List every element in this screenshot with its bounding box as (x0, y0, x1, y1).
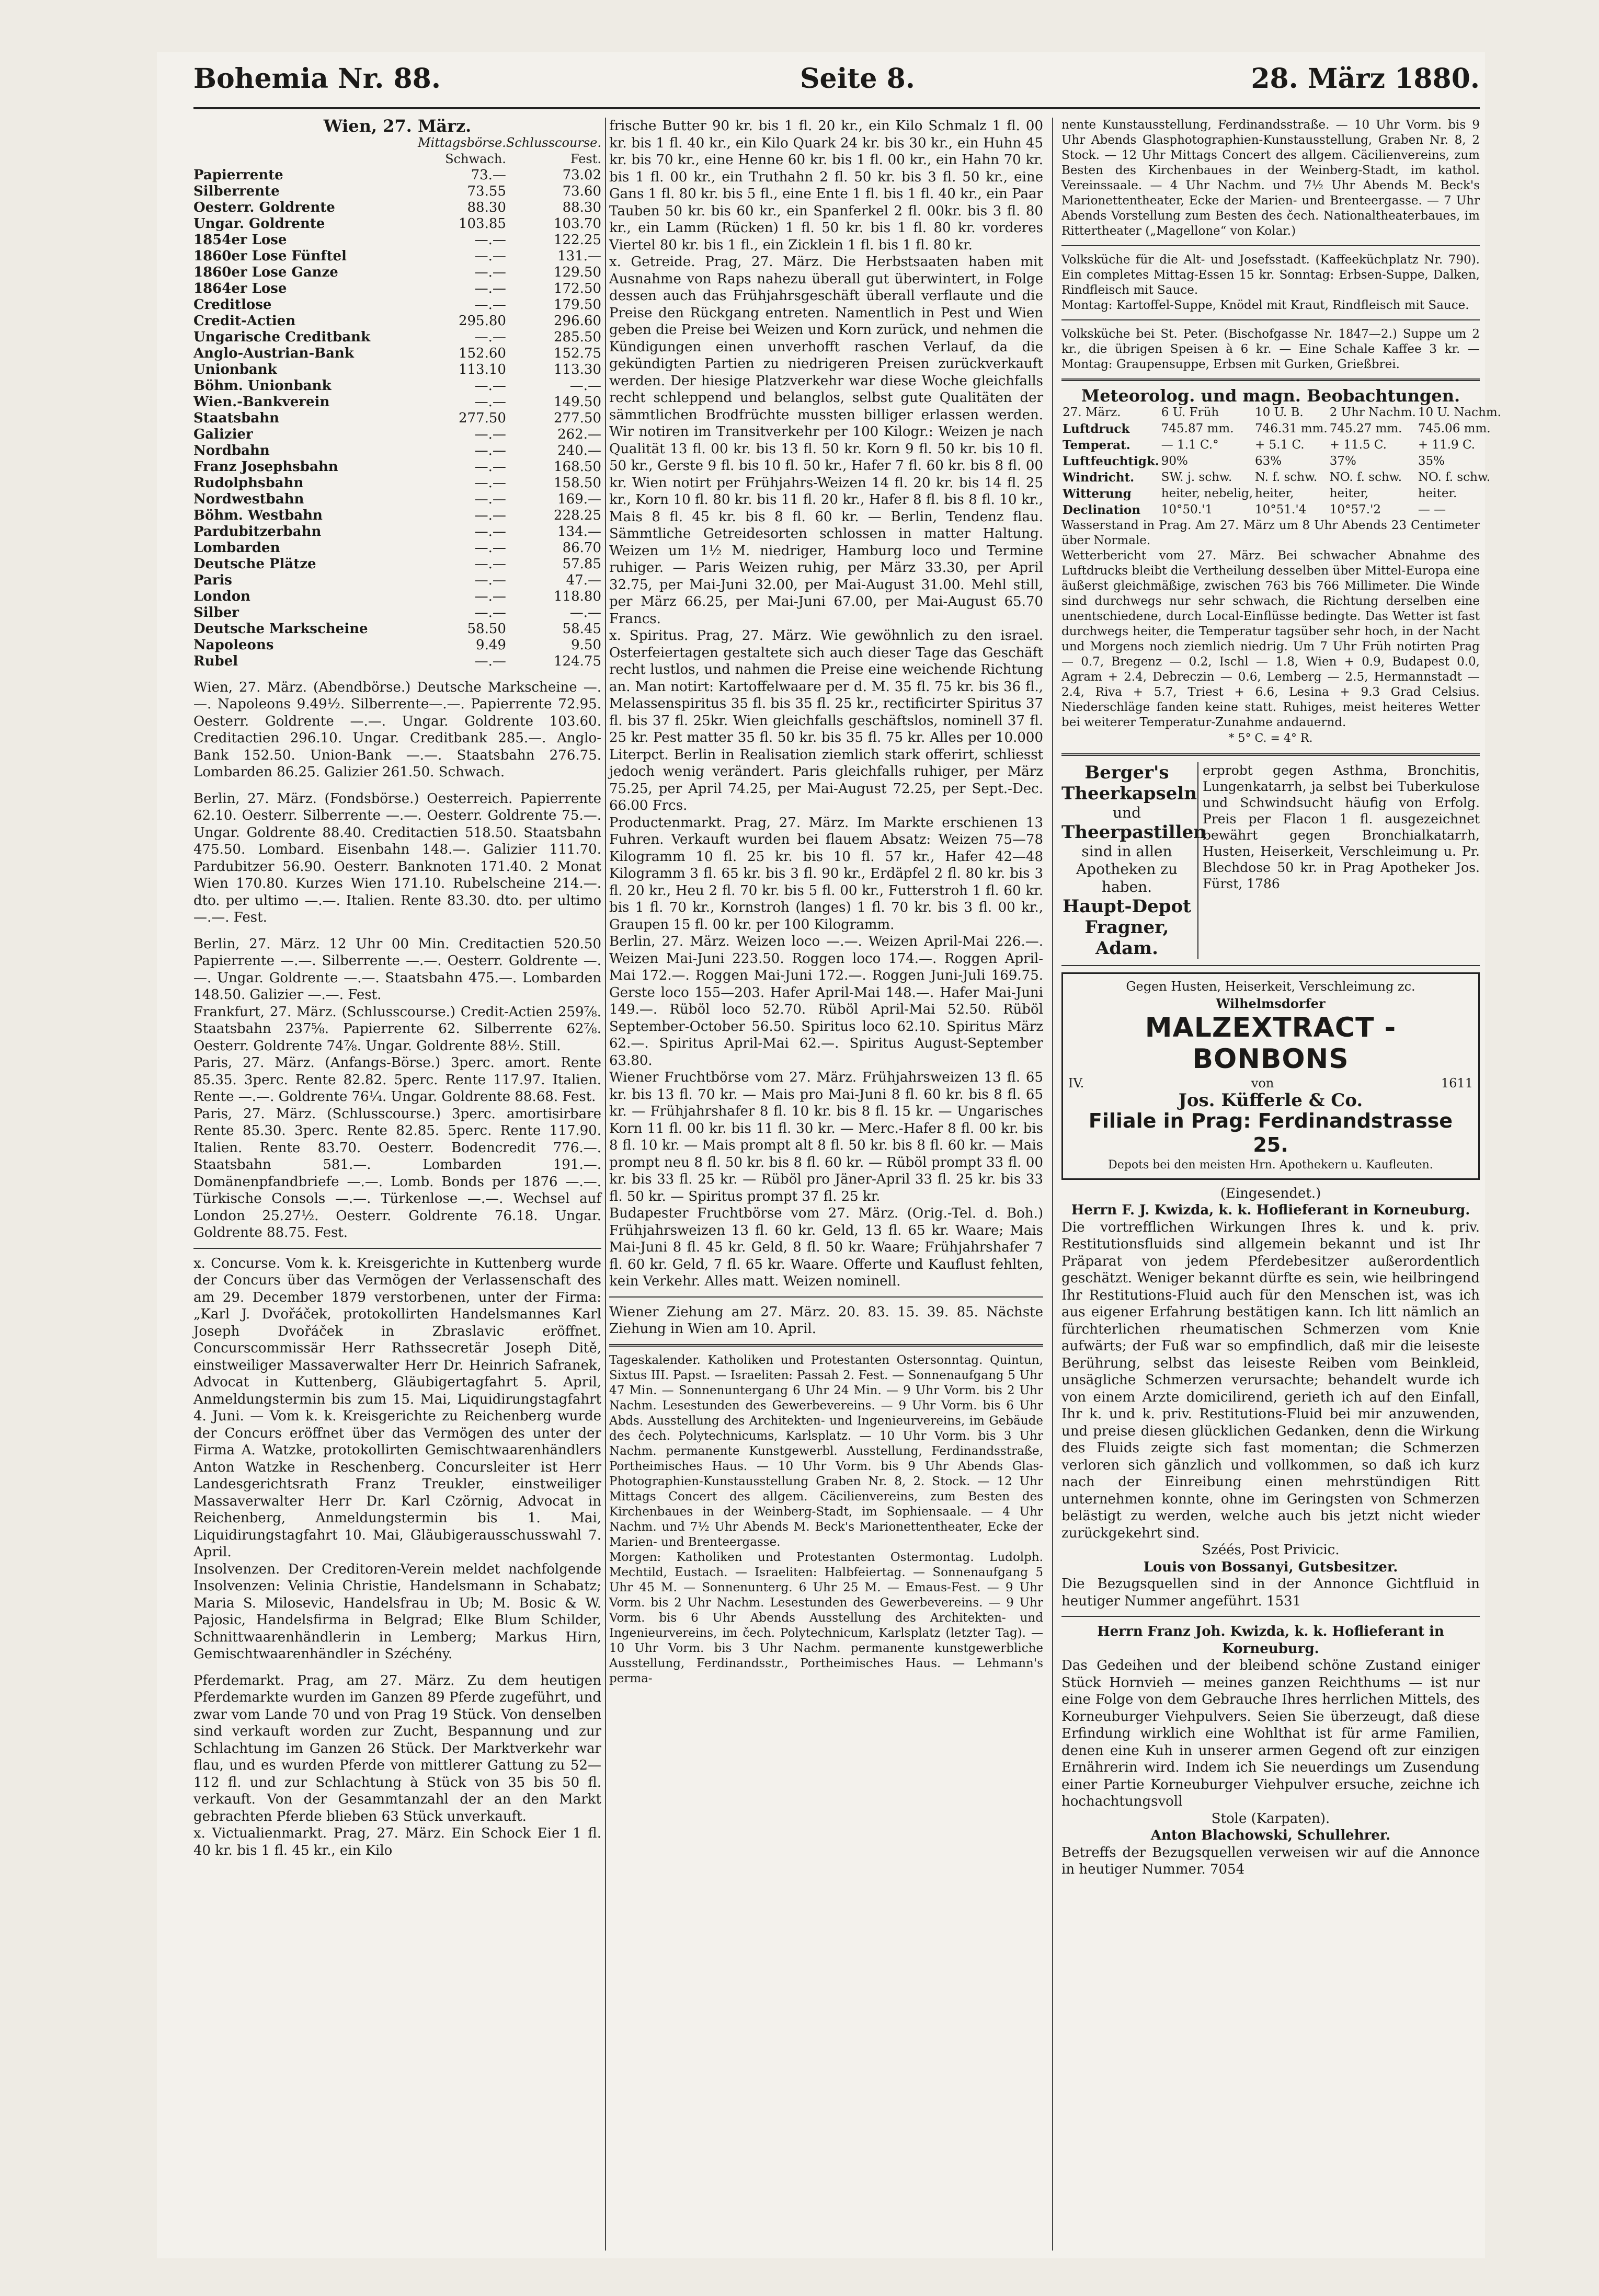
stock-row (193, 313, 601, 329)
stock-value: 124.75 (554, 653, 601, 669)
stock-value: 168.50 (554, 458, 601, 475)
stock-value: 169.— (557, 491, 601, 507)
paragraph: nente Kunstausstellung, Ferdinandsstraße. — 10 Uhr Vorm. bis 9 Uhr Abends Glasphotographien-Kunstausstellung, Graben Nr. 8, 2 Stock. — 12 Uhr Mittags Concert des allgem. Cäcilienvereins, zum Besten des Kirchenbaues in der Weinberg-Stadt, im kathol. Vereinssaale. — 4 Uhr Nachm. und 7½ Uhr Abends M. Beck's Marionettentheater, Ecke der Marien- und Brenteergasse. — 7 Uhr Abends Vorstellung zum Besten des čech. Nationaltheaterbaues, im Rittertheater („Magellone“ von Kolar.) (1061, 118, 1480, 238)
stock-row (193, 200, 601, 216)
stock-name: Oesterr. Goldrente (193, 199, 335, 215)
advert-line: Gegen Husten, Heiserkeit, Verschleimung zc. (1126, 979, 1415, 994)
weather-value: heiter. (1418, 486, 1457, 500)
paragraph: Paris, 27. März. (Schlusscourse.) 3perc. amortisirbare Rente 85.30. 3perc. Rente 82.85. 5perc. Rente 117.90. Italien. Rente 83.70. Oesterr. Bodencredit 776.—. Staatsbahn 581.—. Lombarden 191.—. Domänenpfandbriefe —.—. Lomb. Bonds per 1876 —.—. Türkische Consols —.—. Türkenlose —.—. Wechsel auf London 25.27½. Oesterr. Goldrente 76.18. Ungar. Goldrente 88.75. Fest. (193, 1106, 601, 1241)
stock-value: —.— (474, 539, 506, 556)
advert-malzextract (1061, 972, 1480, 1180)
stock-name: Nordbahn (193, 442, 270, 458)
weather-value: + 11.5 C. (1329, 438, 1387, 452)
stock-value: —.— (474, 653, 506, 669)
advert-line: von (1251, 1076, 1274, 1090)
paragraph: Frankfurt, 27. März. (Schlusscourse.) Credit-Actien 259⅞. Staatsbahn 237⅝. Papierrente 62. Silberrente 62⅞. Oesterr. Goldrente 74⅞. Ungar. Goldrente 88½. Still. (193, 1004, 601, 1054)
paragraph: Budapester Fruchtbörse vom 27. März. (Orig.-Tel. d. Boh.) Frühjahrsweizen 13 fl. 60 kr. Geld, 13 fl. 65 kr. Waare; Mais Mai-Juni 8 fl. 45 kr. Geld, 8 fl. 50 kr. Waare; Frühjahrshafer 7 fl. 60 kr. Geld, 7 fl. 65 kr. Waare. Offerte und Kauflust fehlten, kein Verkehr. Alles matt. Weizen nominell. (609, 1206, 1043, 1289)
stock-title: Wien, 27. März. (323, 116, 472, 136)
advert-line: Haupt-Depot (1063, 896, 1191, 917)
stock-name: Galizier (193, 426, 253, 442)
weather-value: — — (1418, 502, 1446, 516)
weather-value: NO. f. schw. (1418, 470, 1491, 484)
weather-col-head: 6 U. Früh (1161, 405, 1219, 419)
stock-name: London (193, 588, 250, 604)
stock-name: Papierrente (193, 167, 283, 183)
stock-name: 1864er Lose (193, 280, 287, 296)
stock-value: —.— (474, 572, 506, 588)
weather-col-head: 27. März. (1063, 405, 1121, 419)
stock-value: 172.50 (554, 280, 601, 296)
stock-name: Nordwestbahn (193, 491, 304, 507)
paragraph: Productenmarkt. Prag, 27. März. Im Markte erschienen 13 Fuhren. Verkauft wurden bei flauem Absatz: Weizen 75—78 Kilogramm 10 fl. 25 kr. bis 10 fl. 57 kr., Hafer 42—48 Kilogramm 3 fl. 65 kr. bis 3 fl. 90 kr., Erdäpfel 2 fl. 80 kr. bis 3 fl. 20 kr., Heu 2 fl. 70 kr. bis 5 fl. 00 kr., Futterstroh 1 fl. 60 kr. bis 1 fl. 70 kr., Kornstroh (langes) 1 fl. 70 kr. bis 3 fl. 00 kr., Graupen 15 fl. 00 kr. per 100 Kilogramm. (609, 814, 1043, 933)
stock-value: —.— (474, 377, 506, 394)
stock-value: 57.85 (562, 556, 601, 572)
paragraph: x. Spiritus. Prag, 27. März. Wie gewöhnlich zu den israel. Osterfeiertagen gestaltete sich auch dieser Tage das Geschäft recht lustlos, und nahmen die Preise eine weichende Richtung an. Man notirt: Kartoffelwaare per d. M. 35 fl. 75 kr. bis 36 fl., Melassenspiritus 35 fl. bis 35 fl. 25 kr., rectificirter Spiritus 37 fl. bis 37 fl. 25kr. Wien gleichfalls geschäftslos, nominell 37 fl. 25 kr. Pest matter 35 fl. 50 kr. bis 35 fl. 75 kr. Alles per 10.000 Literpct. Berlin in Realisation ziemlich stark offerirt, schliesst jedoch wenig verändert. Paris gleichfalls ruhiger, per März 75.25, per April 74.25, per Mai-August 72.25, per Sept.-Dec. 66.00 Frcs. (609, 628, 1043, 813)
calendar-tomorrow: Morgen: Katholiken und Protestanten Ostermontag. Ludolph. Mechtild, Eustach. — Israeliten: Halbfeiertag. — Sonnenaufgang 5 Uhr 45 M. — Sonnenunterg. 6 Uhr 25 M. — Emaus-Fest. — 9 Uhr Vorm. bis 2 Uhr Nachm. Lesestunden des Gewerbevereins. — 9 Uhr Vorm. bis 6 Uhr Abends Ausstellung des Architekten- und Ingenieurvereins, im čech. Polytechnicum, Karlsplatz (letzter Tag). — 10 Uhr Vorm. bis 3 Uhr Nachm. permanente kunstgewerbliche Ausstellung, Ferdinandsstr., Porthеimisches Haus. — Lehmann's perma- (609, 1550, 1043, 1685)
stock-name: Deutsche Markscheine (193, 621, 368, 637)
stock-value: 134.— (557, 523, 601, 539)
weather-col-head: 10 U. Nachm. (1418, 405, 1501, 419)
advert-line: und (1113, 804, 1141, 821)
advert-theerkapseln (1061, 762, 1480, 959)
weather-value: — 1.1 C.° (1161, 438, 1219, 452)
stock-value: —.— (474, 232, 506, 248)
stock-name: Credit-Actien (193, 313, 296, 329)
stock-name: Wien.-Bankverein (193, 394, 330, 410)
weather-value: heiter, (1329, 486, 1369, 500)
stock-value: —.— (474, 329, 506, 345)
weather-value: + 11.9 C. (1418, 438, 1476, 452)
weather-row (1061, 502, 1502, 518)
stock-value: 240.— (557, 442, 601, 458)
weather-value: 90% (1161, 454, 1188, 468)
paragraph: x. Victualienmarkt. Prag, 27. März. Ein Schock Eier 1 fl. 40 kr. bis 1 fl. 45 kr., ein Kilo (193, 1826, 601, 1858)
column-divider (605, 118, 606, 2251)
stock-row (193, 183, 601, 200)
stock-row (193, 443, 601, 459)
stock-name: Unionbank (193, 361, 277, 377)
weather-value: 63% (1255, 454, 1282, 468)
divider (1061, 965, 1480, 966)
advert-line: IV. (1068, 1076, 1084, 1090)
paragraph: Insolvenzen. Der Creditoren-Verein meldet nachfolgende Insolvenzen: Velinia Christie, Handelsmann in Schabatz; Maria S. Milosevic, Handelsfrau in Ub; M. Bosic & W. Pajosic, Handelsfirma in Belgrad; Elke Blum Schilder, Schnittwaarenhändlerin in Lemberg; Markus Hirn, Gemischtwaarenhändler in Széchény. (193, 1561, 601, 1662)
stock-row (193, 572, 601, 589)
stock-value: 129.50 (554, 264, 601, 280)
advert-company: Jos. Küfferle & Co. (1178, 1089, 1363, 1111)
letter-signature: Louis von Bossanyi, Gutsbesitzer. (1143, 1559, 1398, 1575)
stock-row (193, 621, 601, 637)
stock-row (193, 556, 601, 572)
stock-col-sub: Fest. (570, 151, 601, 166)
stock-value: —.— (474, 475, 506, 491)
stock-value: —.— (474, 442, 506, 458)
advert-line: Wilhelmsdorfer (1216, 995, 1326, 1011)
stock-value: 73.55 (467, 183, 506, 199)
stock-row (193, 491, 601, 508)
stock-value: 285.50 (554, 329, 601, 345)
paragraph: Volksküche bei St. Peter. (Bischofgasse Nr. 1847—2.) Suppe um 2 kr., die übrigen Speisen à 6 kr. — Eine Schale Kaffee 3 kr. — Montag: Graupensuppe, Erbsen mit Gurken, Grießbrei. (1061, 327, 1480, 371)
stock-value: 9.50 (571, 637, 601, 653)
paragraph: Paris, 27. März. (Anfangs-Börse.) 3perc. amort. Rente 85.35. 3perc. Rente 82.82. 5perc. Rente 117.97. Italien. Rente —.—. Goldrente 76¼. Ungar. Goldrente 88.68. Fest. (193, 1055, 601, 1105)
stock-row (193, 637, 601, 653)
stock-value: 131.— (557, 248, 601, 264)
stock-name: Silber (193, 604, 239, 621)
advert-line: Berger's (1084, 762, 1169, 783)
stock-value: 103.70 (554, 215, 601, 232)
calendar-today: Tageskalender. Katholiken und Protestanten Ostersonntag. Quintun, Sixtus III. Papst. — Israeliten: Passah 2. Fest. — Sonnenaufgang 5 Uhr 47 Min. — Sonnenuntergang 6 Uhr 24 Min. — 9 Uhr Vorm. bis 2 Uhr Nachm. Lesestunden des Gewerbevereins. — 9 Uhr Vorm. bis 6 Uhr Abds. Ausstellung des Architekten- und Ingenieurvereins, im Gebäude des čech. Polytechnicums, Karlsplatz. — 10 Uhr Vorm. bis 3 Uhr Nachm. permanente Kunstgewerbl. Ausstellung, Ferdinandsstraße, Porthеimischеs Haus. — 10 Uhr Vorm. bis 9 Uhr Abends Glas-Photographien-Kunstausstellung Graben Nr. 8, 2. Stock. — 12 Uhr Mittags Concert des allgem. Cäcilienvereins, zum Besten des Kirchenbaues in der Weinberg-Stadt, im Sophiensaale. — 4 Uhr Nachm. und 7½ Uhr Abends M. Beck's Marionettentheater, Ecke der Marien- und Brenteergasse. (609, 1353, 1043, 1549)
weather-title: Meteorolog. und magn. Beobachtungen. (1081, 386, 1460, 406)
stock-value: 58.50 (467, 621, 506, 637)
stock-value: 113.10 (458, 361, 506, 377)
weather-label: Windricht. (1063, 470, 1135, 485)
paragraph: Volksküche für die Alt- und Josefsstadt. (Kaffeeküchplatz Nr. 790). Ein completes Mittag-Essen 15 kr. Sonntag: Erbsen-Suppe, Dalken, Rindfleisch mit Sauce. (1061, 253, 1480, 297)
page-header (193, 63, 1480, 105)
stock-row (193, 524, 601, 540)
stock-name: 1860er Lose Fünftel (193, 248, 347, 264)
stock-value: —.— (474, 426, 506, 442)
weather-value: N. f. schw. (1255, 470, 1318, 484)
stock-name: Creditlose (193, 296, 272, 313)
stock-value: 113.30 (554, 361, 601, 377)
letter-body: Das Gedeihen und der bleibend schöne Zustand einiger Stück Hornvieh — meines ganzen Reichthums — ist nur eine Folge von dem Gebrauche Ihres herrlichen Mittels, des Korneuburger Viehpulvers. Seien Sie überzeugt, daß diese Erfindung wirklich eine Wohlthat ist für arme Familien, denen eine Kuh in unserer armen Gegend oft zur einzigen Ernährerin wird. Indem ich Sie neuerdings um Zusendung einer Partie Korneuburger Viehpulver ersuche, zeichne ich hochachtungsvoll (1061, 1658, 1480, 1809)
letter-place: Stole (Karpaten). (1211, 1810, 1330, 1827)
divider (1061, 753, 1480, 756)
divider (1061, 245, 1480, 246)
stock-name: 1854er Lose (193, 232, 287, 248)
weather-value: 10°50.'1 (1161, 502, 1213, 516)
weather-value: 10°57.'2 (1329, 502, 1381, 516)
lottery-notice: Wiener Ziehung am 27. März. 20. 83. 15. 39. 85. Nächste Ziehung in Wien am 10. April. (609, 1304, 1043, 1337)
paragraph: Montag: Kartoffel-Suppe, Knödel mit Kraut, Rindfleisch mit Sauce. (1061, 299, 1469, 312)
stock-name: Rubel (193, 653, 238, 669)
stock-value: —.— (474, 556, 506, 572)
stock-value: 228.25 (554, 507, 601, 523)
paragraph: Berlin, 27. März. 12 Uhr 00 Min. Creditactien 520.50 Papierrente —.—. Silberrente —.—. Oesterr. Goldrente —.—. Ungar. Goldrente —.—. Staatsbahn 475.—. Lombarden 148.50. Galizier —.—. Fest. (193, 936, 601, 1003)
letter-title: Herrn F. J. Kwizda, k. k. Hoflieferant in Korneuburg. (1071, 1202, 1470, 1218)
divider (609, 1296, 1043, 1298)
advert-line: sind in allen Apotheken zu haben. (1076, 843, 1178, 896)
header-page-number: Seite 8. (800, 63, 915, 95)
stock-value: 73.60 (562, 183, 601, 199)
weather-row (1061, 453, 1502, 469)
paragraph: Wien, 27. März. (Abendbörse.) Deutsche Markscheine —.—. Napoleons 9.49½. Silberrente—.—. Papierrente 72.95. Oesterr. Goldrente —.—. Ungar. Goldrente 103.60. Creditactien 296.10. Ungar. Creditbank 285.—. Anglo-Bank 152.50. Union-Bank —.—. Staatsbahn 276.75. Lombarden 86.25. Galizier 261.50. Schwach. (193, 679, 601, 780)
advert-address: Filiale in Prag: Ferdinandstrasse 25. (1088, 1109, 1453, 1156)
letter-note: Die Bezugsquellen sind in der Annonce Gichtfluid in heutiger Nummer angeführt. 1531 (1061, 1576, 1480, 1609)
column-1 (193, 118, 601, 2256)
weather-value: 35% (1418, 454, 1445, 468)
stock-row (193, 232, 601, 248)
stock-row (193, 378, 601, 394)
stock-name: Napoleons (193, 637, 274, 653)
advert-line: Theerkapseln (1061, 783, 1197, 804)
stock-row (193, 540, 601, 556)
stock-row (193, 248, 601, 265)
stock-value: —.— (474, 604, 506, 621)
stock-name: Pardubitzerbahn (193, 523, 322, 539)
stock-value: —.— (474, 296, 506, 313)
stock-value: 9.49 (476, 637, 506, 653)
stock-row (193, 346, 601, 362)
paragraph: Berlin, 27. März. (Fondsbörse.) Oesterreich. Papierrente 62.10. Oesterr. Silberrente —.—. Oesterr. Goldrente 75.—. Ungar. Goldrente 88.40. Creditactien 518.50. Staatsbahn 475.50. Lombard. Eisenbahn 148.—. Galizier 111.70. Pardubitzer 56.90. Oesterr. Banknoten 171.40. 2 Monat Wien 170.80. Kurzes Wien 171.10. Rubelscheine 214.—. dto. per ultimo —.—. Italien. Rente 83.30. dto. per ultimo —.—. Fest. (193, 790, 601, 925)
stock-value: 179.50 (554, 296, 601, 313)
stock-col-head: Schlusscourse. (506, 135, 601, 150)
stock-value: 262.— (557, 426, 601, 442)
stock-value: 122.25 (554, 232, 601, 248)
stock-name: Ungarische Creditbank (193, 329, 371, 345)
header-date: 28. März 1880. (1251, 63, 1480, 95)
weather-value: + 5.1 C. (1255, 438, 1305, 452)
section-label: (Eingesendet.) (1220, 1185, 1321, 1201)
letter-note: Betreffs der Bezugsquellen verweisen wir auf die Annonce in heutiger Nummer. 7054 (1061, 1844, 1480, 1877)
stock-value: 58.45 (562, 621, 601, 637)
advert-headline: MALZEXTRACT - BONBONS (1145, 1012, 1397, 1075)
stock-row (193, 508, 601, 524)
stock-row (193, 329, 601, 346)
stock-value: 86.70 (562, 539, 601, 556)
stock-value: —.— (474, 394, 506, 410)
stock-name: Deutsche Plätze (193, 556, 316, 572)
weather-value: 10°51.'4 (1255, 502, 1307, 516)
weather-row (1061, 421, 1502, 437)
stock-name: Böhm. Westbahn (193, 507, 323, 523)
stock-value: 158.50 (554, 475, 601, 491)
stock-row (193, 459, 601, 475)
advert-line: Depots bei den meisten Hrn. Apothekern u. Kaufleuten. (1108, 1158, 1433, 1172)
stock-value: 295.80 (458, 313, 506, 329)
paragraph: frische Butter 90 kr. bis 1 fl. 20 kr., ein Kilo Schmalz 1 fl. 00 kr. bis 1 fl. 40 kr., ein Kilo Quark 24 kr. bis 30 kr., ein Huhn 45 kr. bis 70 kr., eine Henne 60 kr. bis 1 fl. 00 kr., ein Hahn 70 kr. bis 1 fl. 00 kr., ein Truthahn 2 fl. 50 kr. bis 3 fl. 50 kr., eine Gans 1 fl. 80 kr. bis 5 fl., eine Ente 1 fl. bis 1 fl. 40 kr., ein Paar Tauben 50 kr. bis 60 kr., ein Spanferkel 2 fl. 00kr. bis 3 fl. 80 kr., ein Lamm (Rücken) 1 fl. 50 kr. bis 1 fl. 80 kr. vorderes Viertel 80 kr. bis 1 fl., ein Zicklein 1 fl. bis 1 fl. 80 kr. (609, 118, 1043, 253)
paragraph: Pferdemarkt. Prag, am 27. März. Zu dem heutigen Pferdemarkte wurden im Ganzen 89 Pferde zugeführt, und zwar vom Lande 70 und von Prag 19 Stück. Von denselben sind verkauft worden zur Zucht, Bespannung und zur Schlachtung im Ganzen 26 Stück. Der Marktverkehr war flau, und es wurden Pferde von mittlerer Gattung zu 52—112 fl. und zur Schlachtung à Stück von 35 bis 50 fl. verkauft. Von der Gesammtanzahl der an den Markt gebrachten Pferde blieben 63 Stück unverkauft. (193, 1672, 601, 1824)
weather-value: 745.27 mm. (1329, 421, 1402, 435)
advert-right: erprobt gegen Asthma, Bronchitis, Lungenkatarrh, ja selbst bei Tuberkulose und Schwindsucht häufig von Erfolg. Preis per Flacon 1 fl. ausgezeichnet bewährt gegen Bronchialkatarrh, Husten, Heiserkeit, Verschleimung u. Pr. Blechdose 50 kr. in Prag Apotheker Jos. Fürst, 1786 (1197, 762, 1480, 959)
stock-row (193, 427, 601, 443)
stock-value: 277.50 (554, 410, 601, 426)
letter-place: Széés, Post Privicic. (1202, 1542, 1340, 1558)
stock-value: 73.02 (562, 167, 601, 183)
letter-title: Herrn Franz Joh. Kwizda, k. k. Hoflieferant in Korneuburg. (1097, 1624, 1444, 1657)
stock-row (193, 297, 601, 313)
advert-line: 1611 (1441, 1076, 1473, 1090)
column-divider (1052, 118, 1053, 2251)
weather-row (1061, 437, 1502, 453)
advert-line: Theerpastillen (1061, 822, 1206, 843)
stock-value: 47.— (566, 572, 601, 588)
stock-row (193, 410, 601, 427)
stock-row (193, 167, 601, 183)
stock-value: —.— (474, 280, 506, 296)
weather-label: Luftdruck (1063, 421, 1130, 436)
conversion-note: * 5° C. = 4° R. (1228, 731, 1313, 745)
weather-value: heiter, nebelig, (1161, 486, 1253, 500)
weather-value: 745.06 mm. (1418, 421, 1491, 435)
weather-row (1061, 486, 1502, 502)
header-rule (193, 107, 1480, 109)
divider (193, 1248, 601, 1249)
paragraph: Wetterbericht vom 27. März. Bei schwacher Abnahme des Luftdrucks bleibt die Vertheilung desselben über Mittel-Europa eine äußerst gleichmäßige, zwischen 763 bis 766 Millimeter. Die Winde sind durchwegs nur sehr schwach, die Richtung derselben eine unentschiedene, durch Local-Einflüsse bedingte. Das Wetter ist fast durchwegs heiter, die Temperatur tagsüber sehr hoch, in der Nacht und Morgens noch ziemlich niedrig. Um 7 Uhr Früh notirten Prag — 0.7, Bregenz — 0.2, Ischl — 1.8, Wien + 0.9, Budapest 0.0, Agram + 2.4, Debreczin — 0.6, Lemberg — 2.5, Hermannstadt — 2.4, Riva + 5.7, Triest + 6.6, Lesina + 9.3 Grad Celsius. Niederschläge fanden keine statt. Ruhiges, meist heiteres Wetter bei weiterer Temperatur-Zunahme andauernd. (1061, 548, 1480, 729)
paragraph: Wiener Fruchtbörse vom 27. März. Frühjahrsweizen 13 fl. 65 kr. bis 13 fl. 70 kr. — Mais pro Mai-Juni 8 fl. 60 kr. bis 8 fl. 65 kr. — Frühjahrshafer 8 fl. 10 kr. bis 8 fl. 15 kr. — Ungarisches Korn 11 fl. 00 kr. bis 11 fl. 30 kr. — Merc.-Hafer 8 fl. 00 kr. bis 8 fl. 10 kr. — Mais prompt alt 8 fl. 50 kr. bis 8 fl. 60 kr. — Mais prompt neu 8 fl. 50 kr. bis 8 fl. 60 kr. — Rüböl prompt 33 fl. 00 kr. bis 33 fl. 25 kr. — Rüböl pro Jäner-April 33 fl. 25 kr. bis 33 fl. 50 kr. — Spiritus prompt 37 fl. 25 kr. (609, 1070, 1043, 1204)
stock-name: Böhm. Unionbank (193, 377, 332, 394)
stock-value: 152.75 (554, 345, 601, 361)
paragraph: x. Getreide. Prag, 27. März. Die Herbstsaaten haben mit Ausnahme von Raps nahezu überall gut überwintert, in Folge dessen auch das Frühjahrsgeschäft überall verflaute und die Preise den Rückgang entreten. Namentlich in Pest und Wien geben die Preise bei Weizen und Korn zurück, und nehmen die Kündigungen einen unverhofft raschen Verlauf, da die gekündigten Partien zu niedrigeren Preisen zurückverkauft werden. Der hiesige Platzverkehr war diese Woche gleichfalls recht schleppend und belanglos, selbst gute Qualitäten der sämmtlichen Brodfrüchte mussten billiger erlassen werden. Wir notiren im Transitverkehr per 100 Kilogr.: Weizen je nach Qualität 13 fl. 00 kr. bis 13 fl. 50 kr. Korn 9 fl. 50 kr. bis 10 fl. 50 kr., Gerste 9 fl. bis 10 fl. 50 kr., Hafer 7 fl. 60 kr. bis 8 fl. 00 kr. Wien notirt per Frühjahrs-Weizen 14 fl. 20 kr. bis 14 fl. 25 kr., Korn 10 fl. 80 kr. bis 11 fl. 20 kr., Hafer 8 fl. bis 8 fl. 10 kr., Mais 8 fl. 45 kr. bis 8 fl. 60 kr. — Berlin, Tendenz flau. Sämmtliche Getreidesorten schlossen in matter Haltung. Weizen um 1½ M. niedriger, Hamburg loco und Termine ruhiger. — Paris Weizen ruhig, per März 33.30, per April 32.75, per Mai-Juni 32.00, per Mai-August 31.00. Mehl still, per März 66.25, per Mai-Juni 67.00, per Mai-August 65.70 Francs. (609, 254, 1043, 627)
weather-value: 745.87 mm. (1161, 421, 1234, 435)
stock-row (193, 475, 601, 491)
stock-value: —.— (474, 523, 506, 539)
stock-value: —.— (474, 491, 506, 507)
stock-value: —.— (474, 588, 506, 604)
weather-col-head: 2 Uhr Nachm. (1329, 405, 1416, 419)
stock-value: —.— (474, 458, 506, 475)
stock-row (193, 362, 601, 378)
stock-row (193, 589, 601, 605)
stock-col-sub: Schwach. (445, 151, 506, 166)
paragraph: Wasserstand in Prag. Am 27. März um 8 Uhr Abends 23 Centimeter über Normale. (1061, 518, 1480, 547)
divider (1061, 319, 1480, 320)
advert-line: Fragner, Adam. (1084, 917, 1169, 959)
header-masthead: Bohemia Nr. 88. (193, 63, 441, 95)
weather-col-head: 10 U. B. (1255, 405, 1304, 419)
stock-value: 118.80 (554, 588, 601, 604)
divider (609, 1344, 1043, 1347)
stock-value: 88.30 (467, 199, 506, 215)
letter-signature: Anton Blachowski, Schullehrer. (1150, 1828, 1391, 1843)
stock-row (193, 653, 601, 670)
weather-value: heiter, (1255, 486, 1294, 500)
weather-table (1061, 405, 1502, 518)
letter-body: Die vortrefflichen Wirkungen Ihres k. und k. priv. Restitutionsfluids sind allgemein bekannt und ist Ihr Präparat von jedem Pferdebesitzer außerordentlich geschätzt. Weniger bekannt dürfte es sein, wie heilbringend Ihr Restitutions-Fluid auch für den Menschen ist, was ich aus eigener Erfahrung bestätigen kann. Ich litt nämlich an fürchterlichen rheumatischen Schmerzen vom Knie aufwärts; der Fuß war so empfindlich, daß mir die leiseste Berührung, selbst das leiseste Reiben vom Beinkleid, unsägliche Schmerzen verursachte; behandelt wurde ich von einem Arzte domicilirend, gerieth ich auf den Einfall, Ihr k. und k. priv. Restitutions-Fluid bei mir anzuwenden, und preise diesen glücklichen Gedanken, denn die Wirkung des Fluids zeigte sich fast momentan; die Schmerzen verloren sich gänzlich und vollkommen, so daß ich kurz nach der Einreibung einen mehrstündigen Ritt unternehmen konnte, ohne im Geringsten von Schmerzen belästigt zu werden, welche auch bis jetzt nicht wieder zurückgekehrt sind. (1061, 1219, 1480, 1541)
stock-value: 88.30 (562, 199, 601, 215)
stock-col-head: Mittagsbörse. (417, 135, 506, 150)
stock-value: 277.50 (458, 410, 506, 426)
weather-label: Witterung (1063, 486, 1132, 501)
weather-label: Luftfeuchtigk. (1063, 454, 1159, 468)
stock-value: —.— (474, 248, 506, 264)
stock-row (193, 281, 601, 297)
stock-table (193, 135, 601, 670)
stock-row (193, 265, 601, 281)
weather-value: 37% (1329, 454, 1356, 468)
stock-name: Silberrente (193, 183, 280, 199)
divider (1061, 378, 1480, 381)
stock-name: Rudolphsbahn (193, 475, 304, 491)
column-2 (609, 118, 1043, 2256)
weather-value: NO. f. schw. (1329, 470, 1402, 484)
stock-name: Staatsbahn (193, 410, 279, 426)
stock-value: —.— (474, 264, 506, 280)
paragraph: x. Concurse. Vom k. k. Kreisgerichte in Kuttenberg wurde der Concurs über das Vermögen der Verlassenschaft des am 29. December 1879 verstorbenen, unter der Firma: „Karl J. Dvořáček, protokollirten Handelsmannes Karl Joseph Dvořáček in Zbraslavic eröffnet. Concurscommissär Herr Rathssecretär Joseph Ditě, einstweiliger Massaverwalter Herr Dr. Heinrich Safranek, Advocat in Kuttenberg, Gläubigertagfahrt 5. April, Anmeldungstermin bis zum 15. Mai, Liquidirungstagfahrt 4. Juni. — Vom k. k. Kreisgerichte zu Reichenberg wurde der Concurs eröffnet über das Vermögen des unter der Firma A. Watzke, protokollirten Gemischtwaarenhändlers Anton Watzke in Reschenberg. Concursleiter ist Herr Landesgerichtsrath Franz Treukler, einstweiliger Massaverwalter Herr Dr. Karl Czörnig, Advocat in Reichenberg, Anmeldungstermin bis 1. Mai, Liquidirungstagfahrt 10. Mai, Gläubigerausschusswahl 7. April. (193, 1255, 601, 1560)
stock-value: —.— (474, 507, 506, 523)
weather-row (1061, 469, 1502, 486)
weather-value: 746.31 mm. (1255, 421, 1328, 435)
stock-value: —.— (569, 377, 601, 394)
weather-label: Temperat. (1063, 438, 1130, 452)
stock-value: 149.50 (554, 394, 601, 410)
weather-label: Declination (1063, 502, 1141, 517)
divider (1061, 1616, 1480, 1617)
stock-value: 152.60 (458, 345, 506, 361)
advert-left (1061, 762, 1206, 959)
column-3 (1061, 118, 1501, 2256)
stock-name: Anglo-Austrian-Bank (193, 345, 354, 361)
stock-value: 103.85 (458, 215, 506, 232)
stock-row (193, 605, 601, 621)
stock-value: 73.— (471, 167, 506, 183)
paragraph: Berlin, 27. März. Weizen loco —.—. Weizen April-Mai 226.—. Weizen Mai-Juni 223.50. Roggen loco 174.—. Roggen April-Mai 172.—. Roggen Mai-Juni 172.—. Roggen Juni-Juli 169.75. Gerste loco 155—203. Hafer April-Mai 148.—. Hafer Mai-Juni 149.—. Rüböl loco 52.70. Rüböl April-Mai 52.50. Rüböl September-October 56.50. Spiritus loco 62.10. Spiritus März 62.—. Spiritus April-Mai 62.—. Spiritus August-September 63.80. (609, 934, 1043, 1069)
stock-name: Lombarden (193, 539, 280, 556)
stock-name: Franz Josephsbahn (193, 458, 338, 475)
stock-name: 1860er Lose Ganze (193, 264, 338, 280)
stock-row (193, 394, 601, 410)
stock-value: —.— (569, 604, 601, 621)
weather-value: SW. j. schw. (1161, 470, 1232, 484)
stock-row (193, 216, 601, 232)
stock-name: Paris (193, 572, 232, 588)
stock-value: 296.60 (554, 313, 601, 329)
stock-name: Ungar. Goldrente (193, 215, 325, 232)
